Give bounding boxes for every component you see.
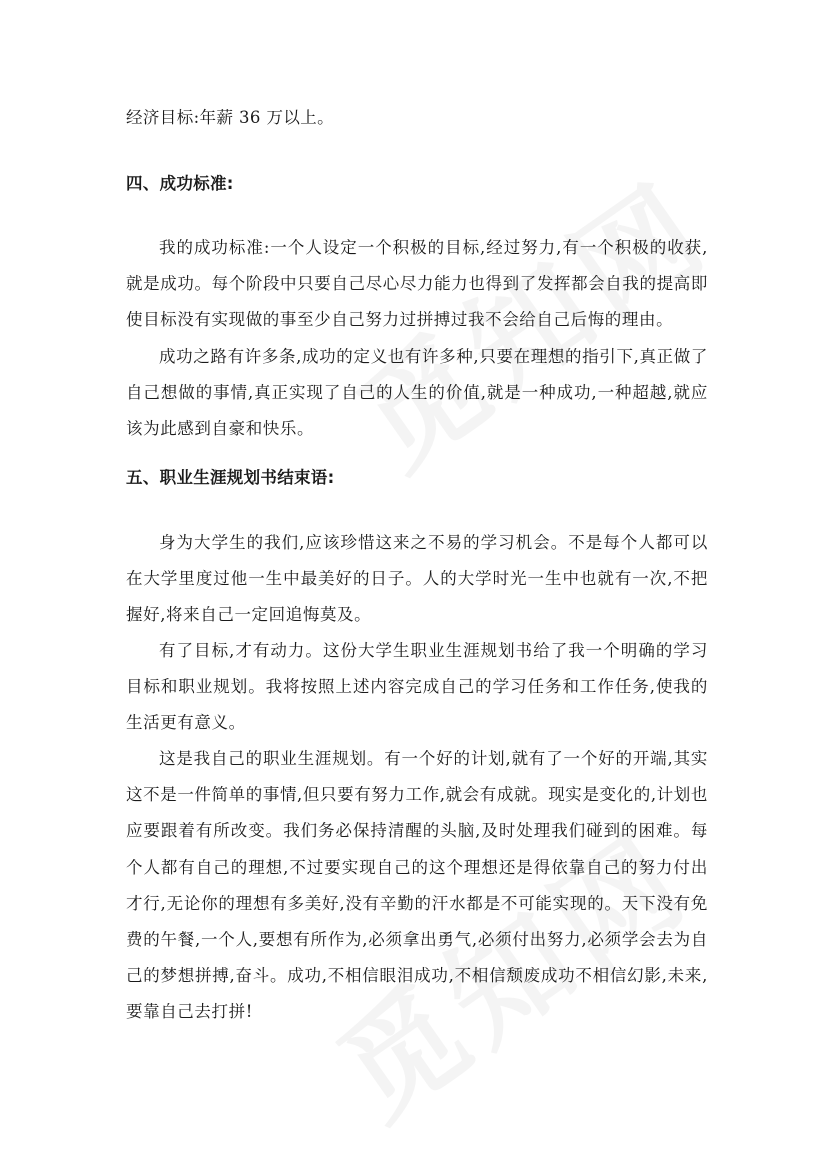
section-4-paragraph-1: 我的成功标准:一个人设定一个积极的目标,经过努力,有一个积极的收获,就是成功。每个阶段中只要自己尽心尽力能力也得到了发挥都会自我的提高即使目标没有实现做的事至少自己努力过拼搏过我不会给自己后悔的理由。 [126, 238, 708, 330]
section-5-paragraph-2: 有了目标,才有动力。这份大学生职业生涯规划书给了我一个明确的学习目标和职业规划。我将按照上述内容完成自己的学习任务和工作任务,使我的生活更有意义。 [126, 641, 708, 733]
section-4-paragraph-2: 成功之路有许多条,成功的定义也有许多种,只要在理想的指引下,真正做了自己想做的事情,真正实现了自己的人生的价值,就是一种成功,一种超越,就应该为此感到自豪和快乐。 [126, 347, 708, 439]
economic-goal-line: 经济目标:年薪 36 万以上。 [126, 108, 335, 127]
section-5-paragraph-1: 身为大学生的我们,应该珍惜这来之不易的学习机会。不是每个人都可以在大学里度过他一生中最美好的日子。人的大学时光一生中也就有一次,不把握好,将来自己一定回追悔莫及。 [126, 533, 708, 625]
section-5-heading: 五、职业生涯规划书结束语: [126, 468, 335, 487]
section-5-paragraph-3: 这是我自己的职业生涯规划。有一个好的计划,就有了一个好的开端,其实这不是一件简单的事情,但只要有努力工作,就会有成就。现实是变化的,计划也应要跟着有所改变。我们务必保持清醒的头脑,及时处理我们碰到的困难。每个人都有自己的理想,不过要实现自己的这个理想还是得依靠自己的努力付出才行,无论你的理想有多美好,没有辛勤的汗水都是不可能实现的。天下没有免费的午餐,一个人,要想有所作为,必须拿出勇气,必须付出努力,必须学会去为自己的梦想拼搏,奋斗。成功,不相信眼泪成功,不相信颓废成功不相信幻影,未来,要靠自己去打拼! [126, 749, 708, 1022]
section-4-heading: 四、成功标准: [126, 174, 234, 193]
